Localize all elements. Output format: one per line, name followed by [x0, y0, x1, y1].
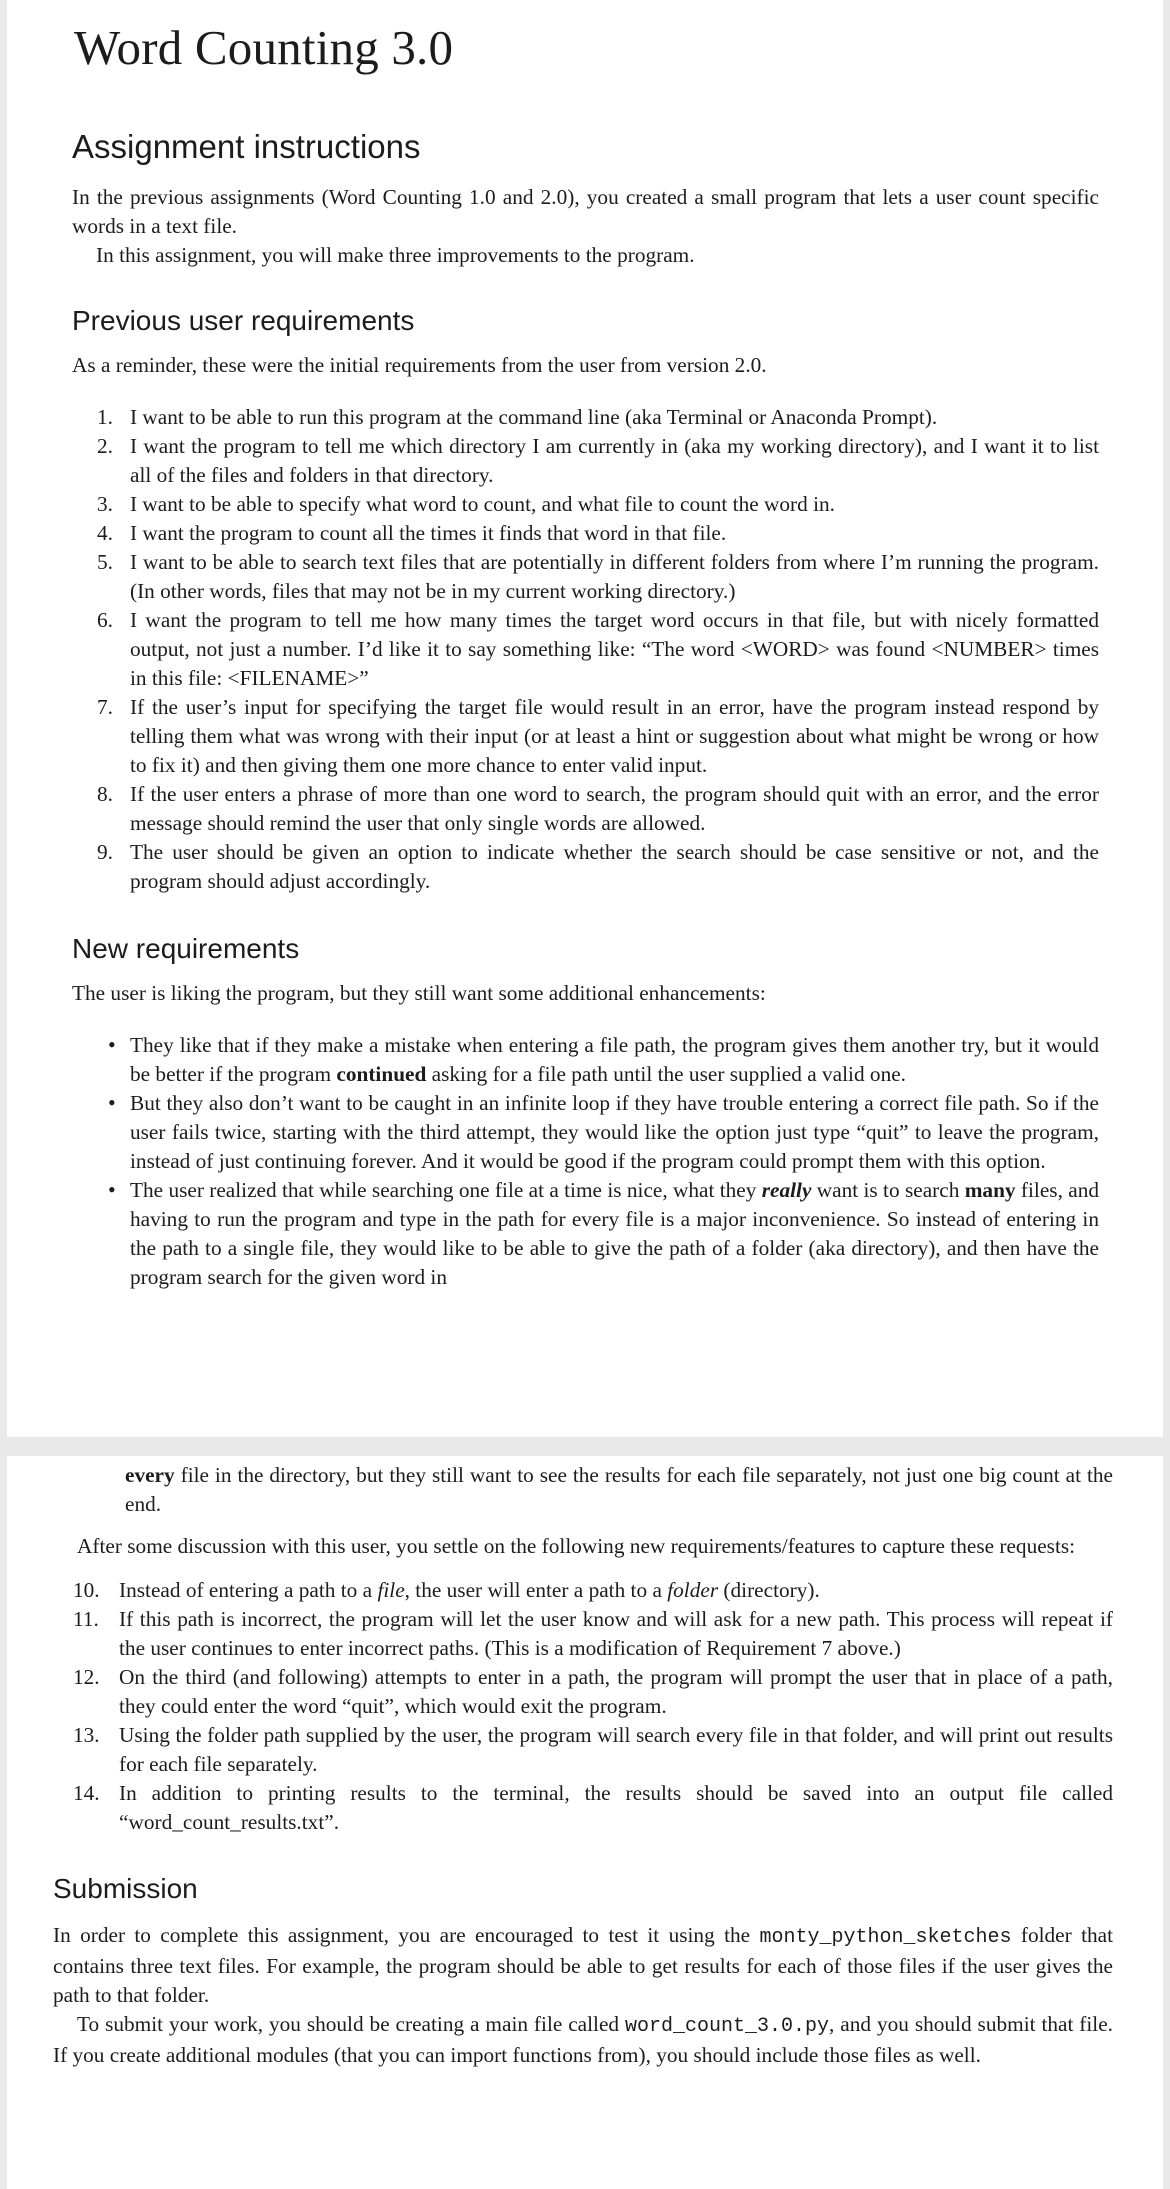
list-item: 10. Instead of entering a path to a file, the user will enter a path to a folder (directory). [73, 1578, 820, 1602]
new-requirements-intro: The user is liking the program, but they still want some additional enhancements: [72, 981, 766, 1005]
list-item: 8. If the user enters a phrase of more than one word to search, the program should quit with an error, and the error message should remind the user that only single words are allowed. [97, 782, 1099, 835]
list-item: 3. I want to be able to specify what word to count, and what file to count the word in. [97, 492, 835, 516]
list-item: 1. I want to be able to run this program at the command line (aka Terminal or Anaconda Prompt). [97, 405, 938, 429]
list-item: 13. Using the folder path supplied by the user, the program will search every file in that folder, and will print out results for each file separately. [73, 1723, 1113, 1776]
document-title: Word Counting 3.0 [74, 20, 454, 75]
instructions-paragraph-2: In this assignment, you will make three improvements to the program. [96, 243, 695, 267]
previous-requirements-list [72, 403, 1099, 896]
submission-heading: Submission [53, 1873, 198, 1904]
list-item: 5. I want to be able to search text files that are potentially in different folders from where I’m running the program. (In other words, files that may not be in my current working directory.) [97, 550, 1099, 603]
previous-requirements-intro: As a reminder, these were the initial requirements from the user from version 2.0. [72, 353, 767, 377]
new-requirements-list [53, 1576, 1113, 1837]
list-item: • But they also don’t want to be caught in an infinite loop if they have trouble entering a correct file path. So if the user fails twice, starting with the third attempt, they would like the option just type “quit” to leave the program, instead of just continuing forever. And it would be good if the program could prompt them with this option. [108, 1090, 1099, 1173]
list-item: 12. On the third (and following) attempts to enter in a path, the program will prompt the user that in place of a path, they could enter the word “quit”, which would exit the program. [73, 1665, 1113, 1718]
list-item: 11. If this path is incorrect, the program will let the user know and will ask for a new path. This process will repeat if the user continues to enter incorrect paths. (This is a modification of Requirement 7 above.) [73, 1607, 1113, 1660]
list-item: 14. In addition to printing results to the terminal, the results should be saved into an output file called “word_count_results.txt”. [73, 1781, 1113, 1834]
list-item: 9. The user should be given an option to indicate whether the search should be case sensitive or not, and the program should adjust accordingly. [97, 840, 1099, 893]
submission-paragraph-2: To submit your work, you should be creating a main file called word_count_3.0.py, and you should submit that file. If you create additional modules (that you can import functions from), you should include those files as well. [53, 2012, 1113, 2067]
list-item: • The user realized that while searching one file at a time is nice, what they really want is to search many files, and having to run the program and type in the path for every file is a major inconvenience. So instead of entering in the path to a single file, they would like to be able to give the path of a folder (aka directory), and then have the program search for the given word in [108, 1177, 1099, 1289]
previous-requirements-heading: Previous user requirements [72, 305, 415, 336]
new-requirements-heading: New requirements [72, 933, 300, 964]
enhancements-list [72, 1031, 1099, 1292]
submission-paragraph-1: In order to complete this assignment, you are encouraged to test it using the monty_python_sketches folder that contains three text files. For example, the program should be able to get results for each of those files if the user gives the path to that folder. [53, 1923, 1114, 2007]
document-page-1 [7, 0, 1163, 1437]
after-discussion-paragraph: After some discussion with this user, you settle on the following new requirements/features to capture these requests: [77, 1534, 1076, 1558]
list-item: 7. If the user’s input for specifying the target file would result in an error, have the program instead respond by telling them what was wrong with their input (or at least a hint or suggestion about what might be wrong or how to fix it) and then giving them one more chance to enter valid input. [97, 695, 1099, 777]
list-item: 2. I want the program to tell me which directory I am currently in (aka my working directory), and I want it to list all of the files and folders in that directory. [97, 434, 1099, 487]
list-item: • They like that if they make a mistake when entering a file path, the program gives them another try, but it would be better if the program continued asking for a file path until the user supplied a valid one. [108, 1032, 1099, 1086]
assignment-instructions-heading: Assignment instructions [72, 128, 421, 165]
document-page-2 [7, 1456, 1163, 2189]
list-item: 6. I want the program to tell me how many times the target word occurs in that file, but with nicely formatted output, not just a number. I’d like it to say something like: “The word <WORD> was found <NUMBER> times in this file: <FILENAME>” [97, 608, 1099, 690]
list-item: 4. I want the program to count all the times it finds that word in that file. [97, 521, 727, 545]
instructions-paragraph-1: In the previous assignments (Word Counting 1.0 and 2.0), you created a small program that lets a user count specific words in a text file. [72, 185, 1099, 238]
list-item-continuation: every file in the directory, but they still want to see the results for each file separately, not just one big count at the end. [125, 1463, 1113, 1516]
